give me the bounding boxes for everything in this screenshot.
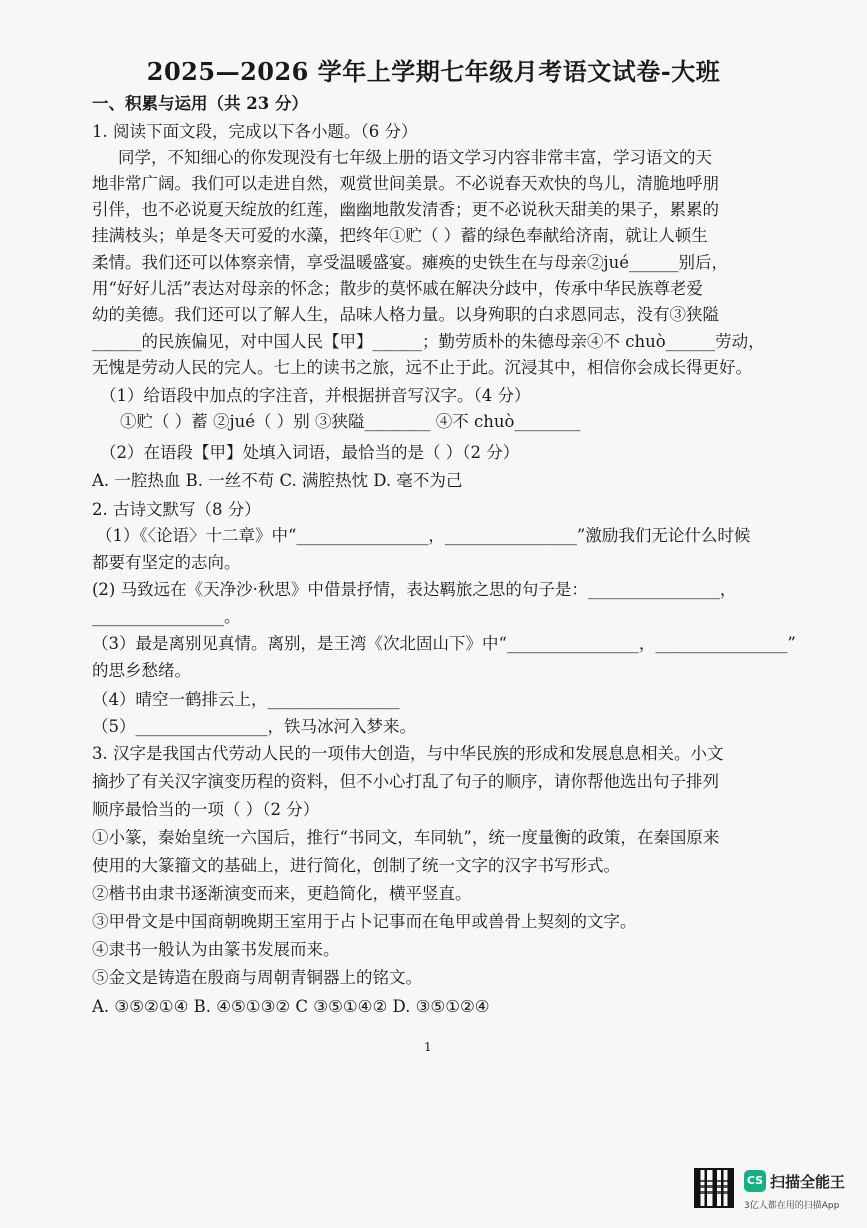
sentence-4: ④隶书一般认为由篆书发展而来。 (92, 940, 340, 959)
sentence-5: ⑤金文是铸造在殷商与周朝青铜器上的铭文。 (92, 968, 422, 987)
answer-options: A. ③⑤②①④ B. ④⑤①③② C ③⑤①④② D. ③⑤①②④ (92, 997, 490, 1016)
passage-line: 无愧是劳动人民的完人。七上的读书之旅，远不止于此。沉浸其中，相信你会成长得更好。 (92, 358, 752, 377)
poetry-item-5: （5）________________，铁马冰河入梦来。 (92, 717, 416, 736)
poetry-item-1: （1）《〈论语〉十二章》中“________________，________________”激励我们无论什么时候 (96, 526, 751, 545)
question-2-heading: 2. 古诗文默写（8 分） (92, 500, 261, 519)
question-1-heading: 1. 阅读下面文段，完成以下各小题。（6 分） (92, 122, 418, 141)
poetry-item-3: （3）最是离别见真情。离别，是王湾《次北固山下》中“________________，________________” (92, 634, 796, 653)
passage-line: 同学，不知细心的你发现没有七年级上册的语文学习内容非常丰富，学习语文的天 (118, 148, 712, 167)
question-3-line: 3. 汉字是我国古代劳动人民的一项伟大创造，与中华民族的形成和发展息息相关。小文 (92, 744, 724, 763)
subquestion-1: （1）给语段中加点的字注音，并根据拼音写汉字。（4 分） (100, 386, 531, 405)
section-heading: 一、积累与运用（共 23 分） (92, 94, 308, 113)
sentence-2: ②楷书由隶书逐渐演变而来，更趋简化，横平竖直。 (92, 884, 472, 903)
scanner-app-name: 扫描全能王 (770, 1173, 846, 1191)
sentence-3: ③甲骨文是中国商朝晚期王室用于占卜记事而在龟甲或兽骨上契刻的文字。 (92, 912, 637, 931)
subquestion-2: （2）在语段【甲】处填入词语，最恰当的是（ ）（2 分） (100, 443, 520, 462)
question-3-line: 摘抄了有关汉字演变历程的资料，但不小心打乱了句子的顺序，请你帮他选出句子排列 (92, 772, 719, 791)
passage-line: 幼的美德。我们还可以了解人生，品味人格力量。以身殉职的白求恩同志，没有③狭隘 (92, 305, 719, 324)
poetry-item-2: (2) 马致远在《天净沙·秋思》中借景抒情，表达羁旅之思的句子是：________________， (92, 580, 737, 599)
passage-line: 挂满枝头；单是冬天可爱的水藻，把终年①贮（ ）蓄的绿色奉献给济南，就让人顿生 (92, 226, 708, 245)
poetry-item-4: （4）晴空一鹤排云上，________________ (92, 690, 400, 709)
subquestion-2-options: A. 一腔热血 B. 一丝不苟 C. 满腔热忱 D. 毫不为己 (92, 471, 463, 490)
poetry-item-3-cont: 的思乡愁绪。 (92, 661, 191, 680)
sentence-1-cont: 使用的大篆籀文的基础上，进行简化，创制了统一文字的汉字书写形式。 (92, 856, 620, 875)
passage-line: ______的民族偏见，对中国人民【甲】______；勤劳质朴的朱德母亲④不 chuò______劳动， (92, 332, 765, 351)
page-number: 1 (424, 1040, 432, 1054)
question-3-line: 顺序最恰当的一项（ ）（2 分） (92, 800, 320, 819)
passage-line: 柔情。我们还可以体察亲情，享受温暖盛宴。瘫痪的史铁生在与母亲②jué______别后， (92, 253, 729, 272)
exam-title: 2025—2026 学年上学期七年级月考语文试卷-大班 (146, 57, 721, 86)
scanner-watermark (694, 1168, 854, 1218)
passage-line: 引伴，也不必说夏天绽放的红莲，幽幽地散发清香；更不必说秋天甜美的果子，累累的 (92, 200, 719, 219)
passage-line: 用“好好儿活”表达对母亲的怀念；散步的莫怀戚在解决分歧中，传承中华民族尊老爱 (92, 279, 703, 298)
sentence-1: ①小篆，秦始皇统一六国后，推行“书同文，车同轨”，统一度量衡的政策，在秦国原来 (92, 828, 720, 847)
qr-code-icon (694, 1168, 734, 1208)
camscanner-logo-icon: CS (744, 1170, 766, 1192)
subquestion-1-blanks: ①贮（ ）蓄 ②jué（ ）别 ③狭隘________ ④不 chuò________ (120, 412, 581, 431)
poetry-item-2-cont: ________________。 (92, 607, 241, 626)
passage-line: 地非常广阔。我们可以走进自然，观赏世间美景。不必说春天欢快的鸟儿，清脆地呼朋 (92, 174, 719, 193)
poetry-item-1-cont: 都要有坚定的志向。 (92, 553, 241, 572)
scanner-tagline: 3亿人都在用的扫描App (744, 1201, 840, 1211)
